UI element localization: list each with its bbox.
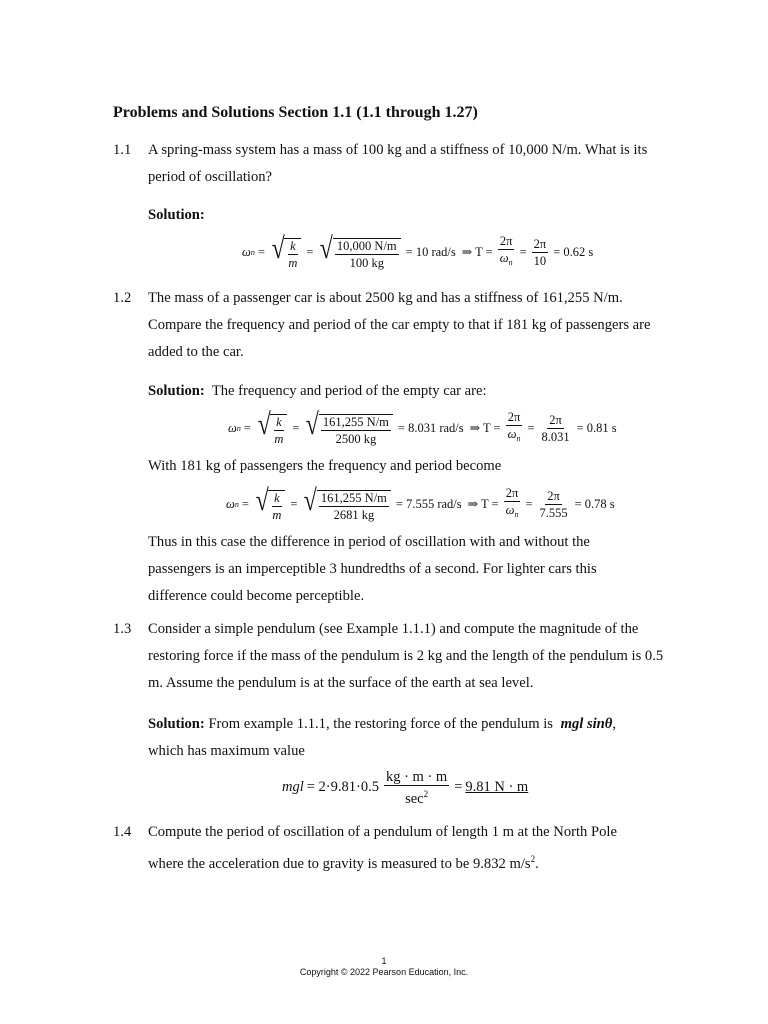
equation-1-3: mgl = 2·9.81·0.5 $\frac{kg \cdot m \cdot m}{\sec^2}$ = 9.81 N · m	[282, 769, 529, 807]
inline-expression: mgl sinθ	[560, 716, 613, 732]
problem-text: Consider a simple pendulum (see Example 1.1.1) and compute the magnitude of the restoring force if the mass of the pendulum is 2 kg and the length of the pendulum is 0.5 m. Assume the pendulum is at the surface of the earth at sea level.	[148, 621, 664, 691]
middle-text: With 181 kg of passengers the frequency and period become	[148, 458, 502, 474]
equation-1-2a: ω n = √ $\frac{k}{m}$ = √ $\frac{161,255 N/m}{2500 kg}$ = 8.031 rad/s ⇒ T = $\frac{2\pi}{\omega_n}$ = $\frac{2\pi}{8.031}$ = 0.81 s	[228, 408, 617, 446]
problem-number: 1.1	[113, 142, 132, 158]
problem-text: Compute the period of oscillation of a pendulum of length 1 m at the North Pole where the acceleration due to gravity is measured to be 9.832 $m/s^2$.	[148, 824, 617, 872]
sub-n: n	[250, 247, 255, 257]
section-title: Problems and Solutions Section 1.1 (1.1 through 1.27)	[113, 104, 478, 121]
conclusion-line-2: passengers is an imperceptible 3 hundredths of a second. For lighter cars this	[148, 561, 597, 577]
problem-text: The mass of a passenger car is about 2500 kg and has a stiffness of 161,255 N/m. Compare the frequency and period of the car empty to that if 181 kg of passengers are added to the car.	[148, 290, 651, 360]
solution-line-2: which has maximum value	[148, 743, 305, 759]
equation-1-1: ω n = √ $\frac{k}{m}$ = √ $\frac{10,000 N/m}{100 kg}$ = 10 rad/s ⇒ T = $\frac{2\pi}{\omega_n}$ = $\frac{2\pi}{10}$ = 0.62 s	[242, 232, 594, 270]
conclusion-line-1: Thus in this case the difference in period of oscillation with and without the	[148, 534, 590, 550]
copyright: Copyright © 2022 Pearson Education, Inc.	[299, 967, 469, 977]
fraction-units: $\frac{kg \cdot m \cdot m}{\sec^2}$	[385, 769, 448, 807]
omega-symbol: ω	[242, 244, 251, 259]
sqrt-values: √ $\frac{10,000 N/m}{100 kg}$	[318, 234, 400, 270]
solution-line: Solution: The frequency and period of the empty car are:	[148, 383, 487, 399]
conclusion-line-3: difference could become perceptible.	[148, 588, 365, 604]
sqrt-k-m: √ $\frac{k}{m}$	[270, 234, 302, 270]
result-value: 9.81 N · m	[465, 779, 529, 796]
equation-1-2b: ω n = √ $\frac{k}{m}$ = √ $\frac{161,255 N/m}{2681 kg}$ = 7.555 rad/s ⇒ T = $\frac{2\pi}{\omega_n}$ = $\frac{2\pi}{7.555}$ = 0.78 s	[226, 484, 615, 522]
problem-number: 1.2	[113, 290, 132, 306]
problem-number: 1.4	[113, 824, 132, 840]
problem-text: A spring-mass system has a mass of 100 kg and a stiffness of 10,000 N/m. What is its period of oscillation?	[148, 142, 648, 185]
solution-label: Solution:	[148, 207, 205, 223]
page-number: 1	[381, 956, 387, 966]
fraction-2pi-omega: $\frac{2\pi}{\omega_n}$	[499, 234, 513, 267]
problem-number: 1.3	[113, 621, 132, 637]
solution-line: Solution: From example 1.1.1, the restoring force of the pendulum is mgl sinθ,	[148, 716, 617, 732]
fraction-2pi-10: $\frac{2\pi}{10}$	[533, 236, 547, 268]
